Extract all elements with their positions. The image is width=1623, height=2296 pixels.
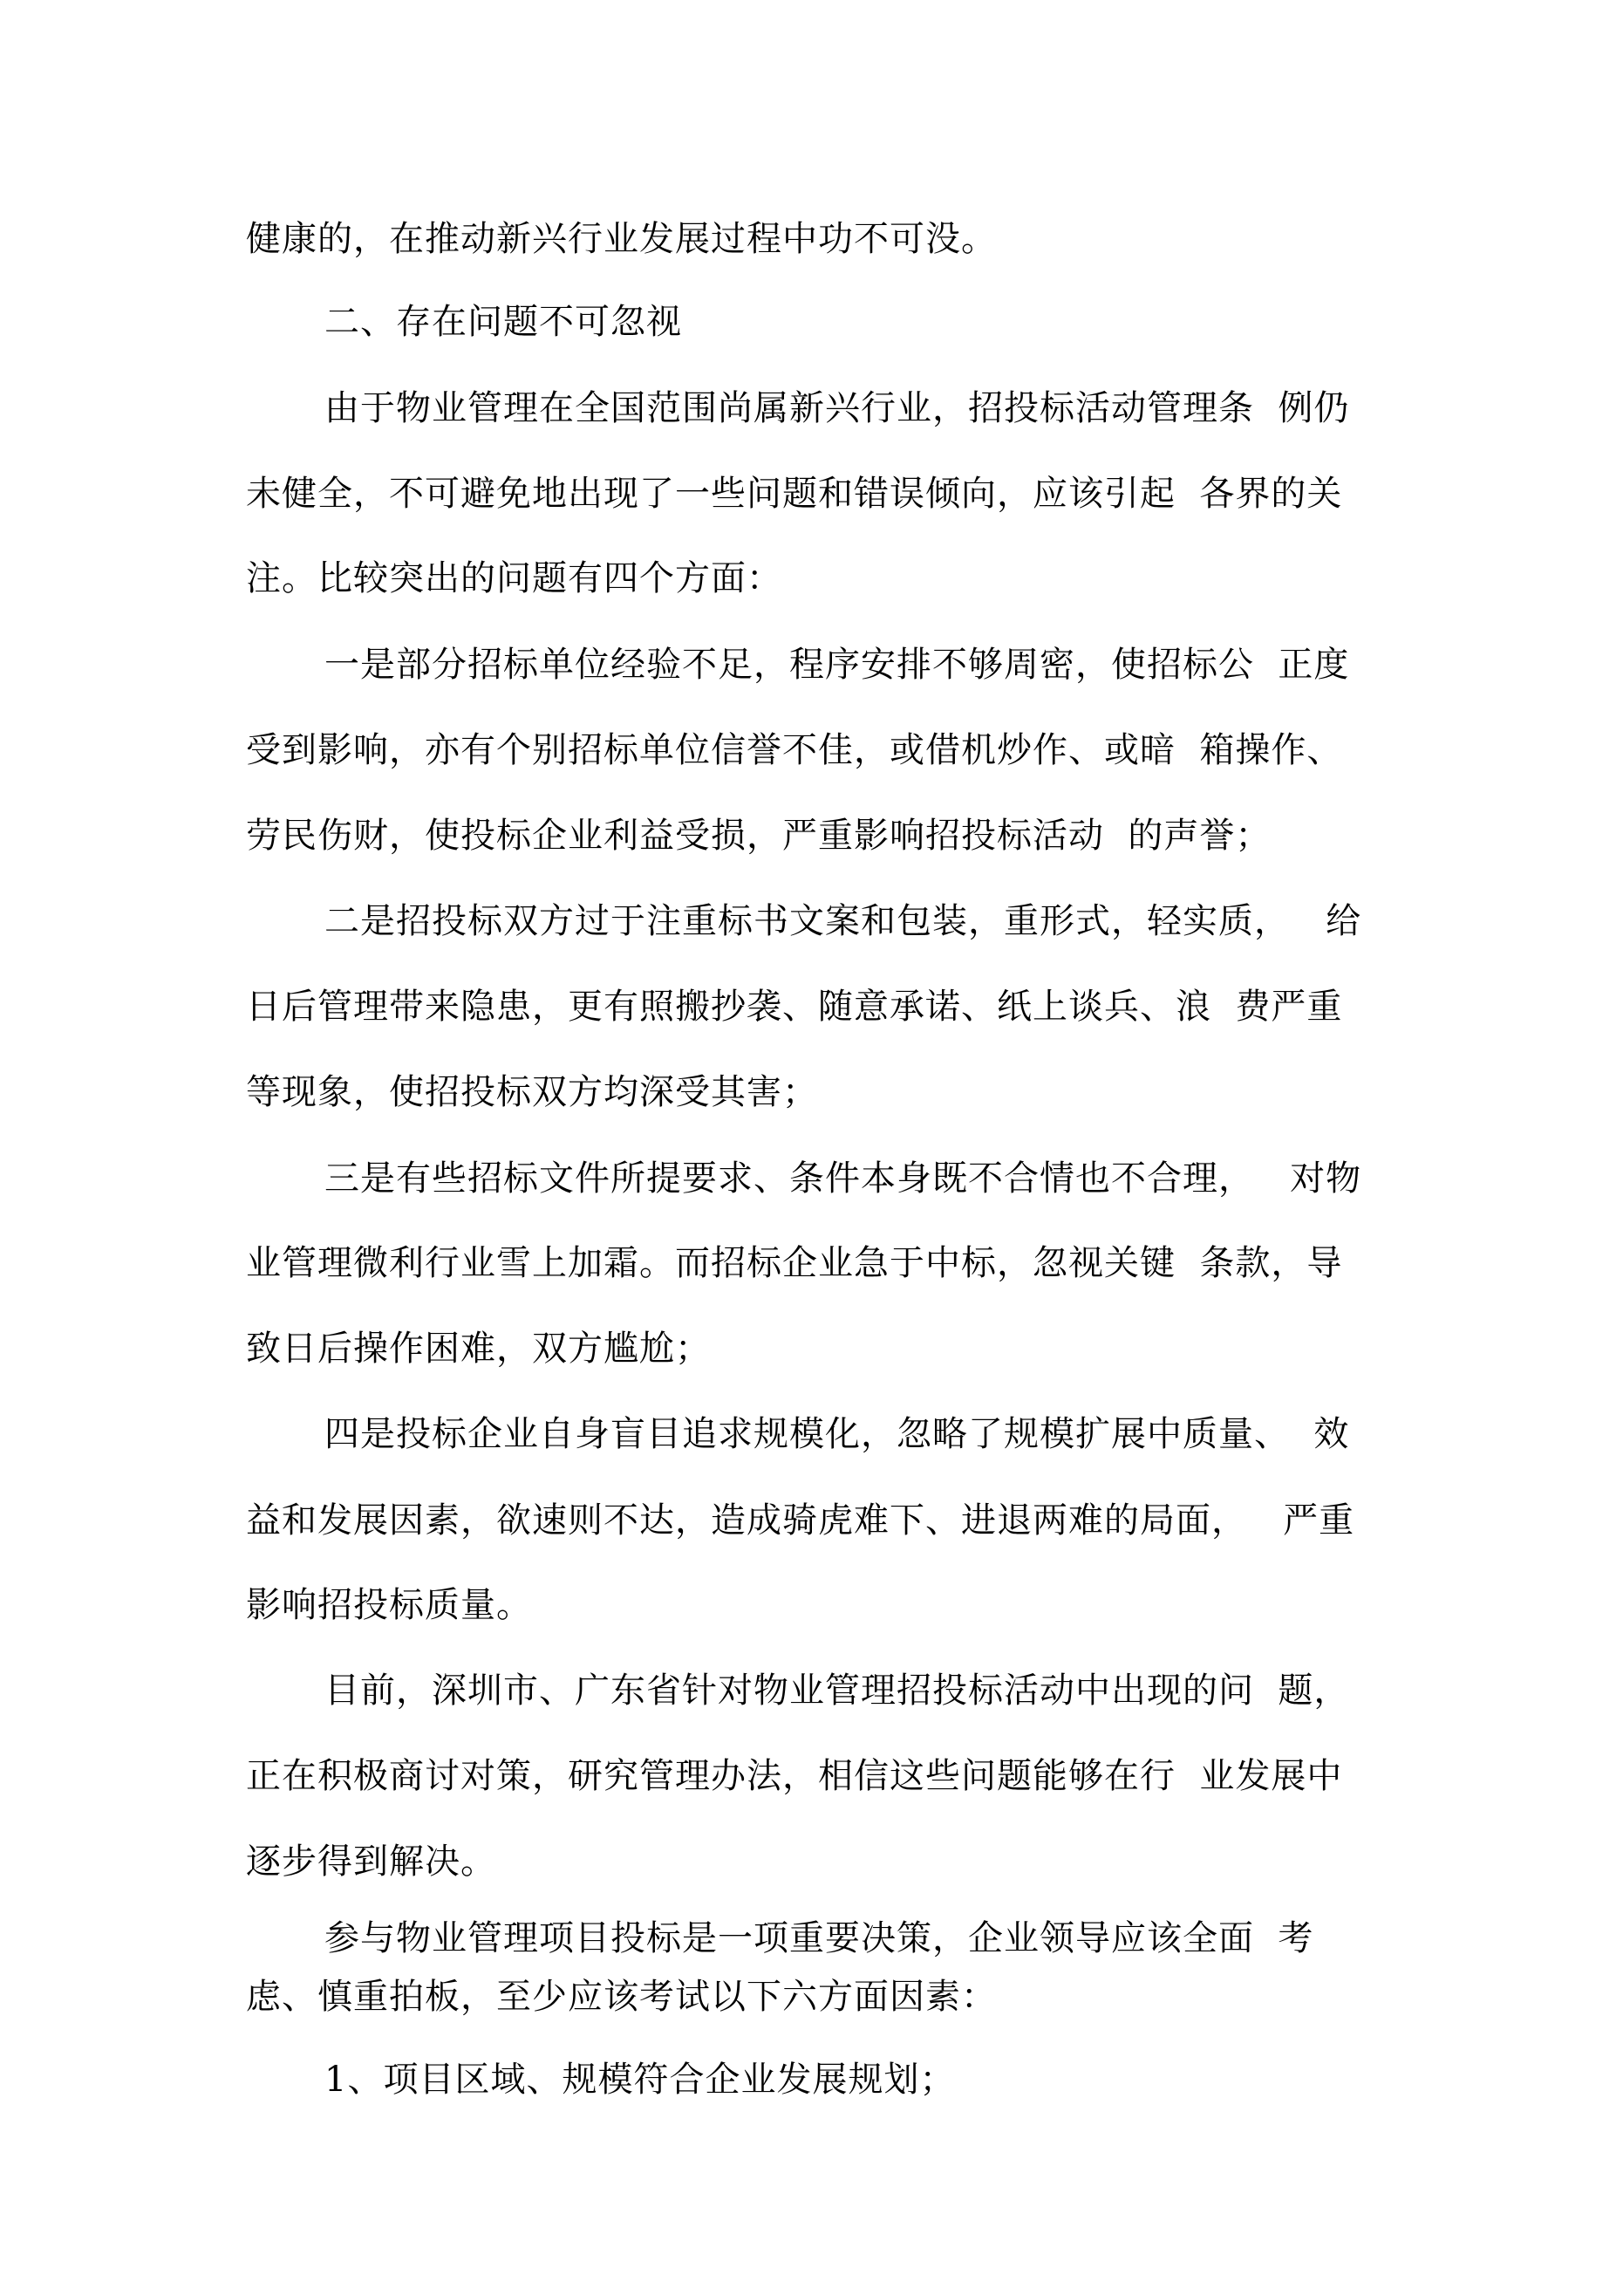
section-heading: 二、存在问题不可忽视	[324, 302, 682, 342]
paragraph-line: 参与物业管理项目投标是一项重要决策，企业领导应该全面 考	[324, 1918, 1314, 1958]
paragraph-line: 正在积极商讨对策，研究管理办法，相信这些问题能够在行 业发展中	[246, 1756, 1343, 1796]
paragraph-line: 益和发展因素，欲速则不达，造成骑虎难下、进退两难的局面， 严重	[246, 1500, 1355, 1541]
paragraph-line: 未健全，不可避免地出现了一些问题和错误倾向，应该引起 各界的关	[246, 474, 1343, 514]
paragraph-line: 等现象，使招投标双方均深受其害；	[246, 1072, 818, 1112]
paragraph-line: 目前，深圳市、广东省针对物业管理招投标活动中出现的问 题，	[324, 1671, 1350, 1711]
paragraph-line: 致日后操作困难，双方尴尬；	[246, 1329, 711, 1369]
paragraph-line: 虑、慎重拍板，至少应该考试以下六方面因素：	[246, 1977, 997, 2017]
paragraph-line: 四是投标企业自身盲目追求规模化，忽略了规模扩展中质量、 效	[324, 1414, 1350, 1454]
paragraph-line: 业管理微利行业雪上加霜。而招标企业急于中标，忽视关键 条款，导	[246, 1243, 1343, 1283]
paragraph-line: 劳民伤财，使投标企业利益受损，严重影响招投标活动 的声誉；	[246, 816, 1272, 856]
paragraph-line: 由于物业管理在全国范围尚属新兴行业，招投标活动管理条 例仍	[324, 388, 1350, 428]
paragraph-line: 注。比较突出的问题有四个方面：	[246, 558, 782, 598]
paragraph-line: 逐步得到解决。	[246, 1842, 496, 1882]
paragraph-line: 一是部分招标单位经验不足，程序安排不够周密，使招标公 正度	[324, 645, 1350, 685]
paragraph-line: 日后管理带来隐患，更有照搬抄袭、随意承诺、纸上谈兵、浪 费严重	[246, 987, 1343, 1027]
paragraph-line: 二是招投标双方过于注重标书文案和包装，重形式，轻实质， 给	[324, 901, 1362, 941]
paragraph-line: 影响招投标质量。	[246, 1585, 532, 1625]
paragraph-line: 三是有些招标文件所提要求、条件本身既不合情也不合理， 对物	[324, 1158, 1362, 1199]
paragraph-line: 健康的，在推动新兴行业发展过程中功不可没。	[246, 219, 997, 259]
paragraph-line: 受到影响，亦有个别招标单位信誉不佳，或借机炒作、或暗 箱操作、	[246, 730, 1343, 770]
list-item: 1、项目区域、规模符合企业发展规划；	[324, 2060, 956, 2100]
